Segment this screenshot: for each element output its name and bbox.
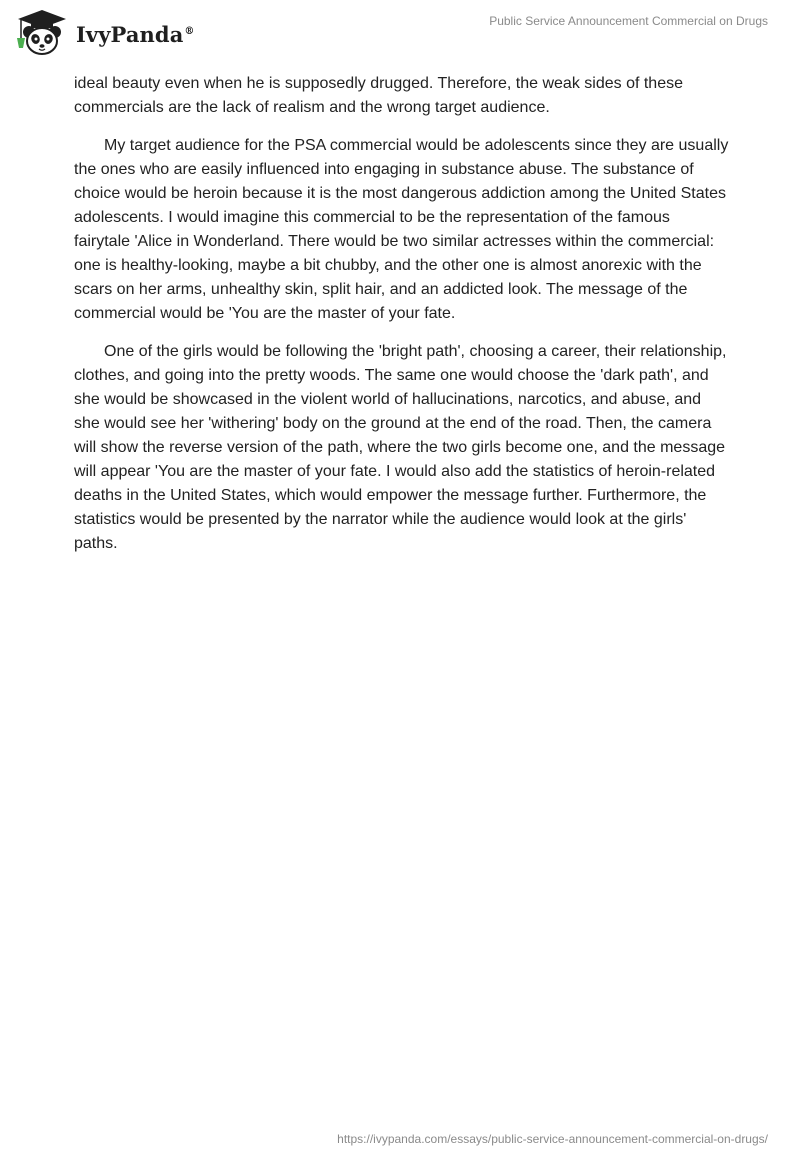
registered-mark: ® <box>184 25 195 37</box>
source-url-link[interactable]: https://ivypanda.com/essays/public-service-announcement-commercial-on-drugs/ <box>337 1132 768 1146</box>
ivypanda-logo[interactable] <box>14 8 195 58</box>
paragraph-2: My target audience for the PSA commercial would be adolescents since they are usually the ones who are easily influenced into engaging in substance abuse. The substance of choice would be heroin because it is the most dangerous addiction among the United States adolescents. I would imagine this commercial to be the representation of the famous fairytale 'Alice in Wonderland. There would be two similar actresses within the commercial: one is healthy-looking, maybe a bit chubby, and the other one is almost anorexic with the scars on her arms, unhealthy skin, split hair, and an addicted look. The message of the commercial would be 'You are the master of your fate. <box>74 137 729 322</box>
page-header <box>0 0 800 64</box>
paragraph-1: ideal beauty even when he is supposedly drugged. Therefore, the weak sides of these commercials are the lack of realism and the wrong target audience. <box>74 75 683 116</box>
paragraph-3: One of the girls would be following the 'bright path', choosing a career, their relationship, clothes, and going into the pretty woods. The same one would choose the 'dark path', and she would be showcased in the violent world of hallucinations, narcotics, and abuse, and she would see her 'withering' body on the ground at the end of the road. Then, the camera will show the reverse version of the path, where the two girls become one, and the message will appear 'You are the master of your fate. I would also add the statistics of heroin-related deaths in the United States, which would empower the message further. Furthermore, the statistics would be presented by the narrator while the audience would look at the girls' paths. <box>74 343 727 552</box>
panda-graduation-cap-icon <box>14 8 70 58</box>
brand-name: IvyPanda® <box>76 21 195 47</box>
document-title: Public Service Announcement Commercial on Drugs <box>489 14 768 28</box>
essay-body <box>74 72 730 570</box>
